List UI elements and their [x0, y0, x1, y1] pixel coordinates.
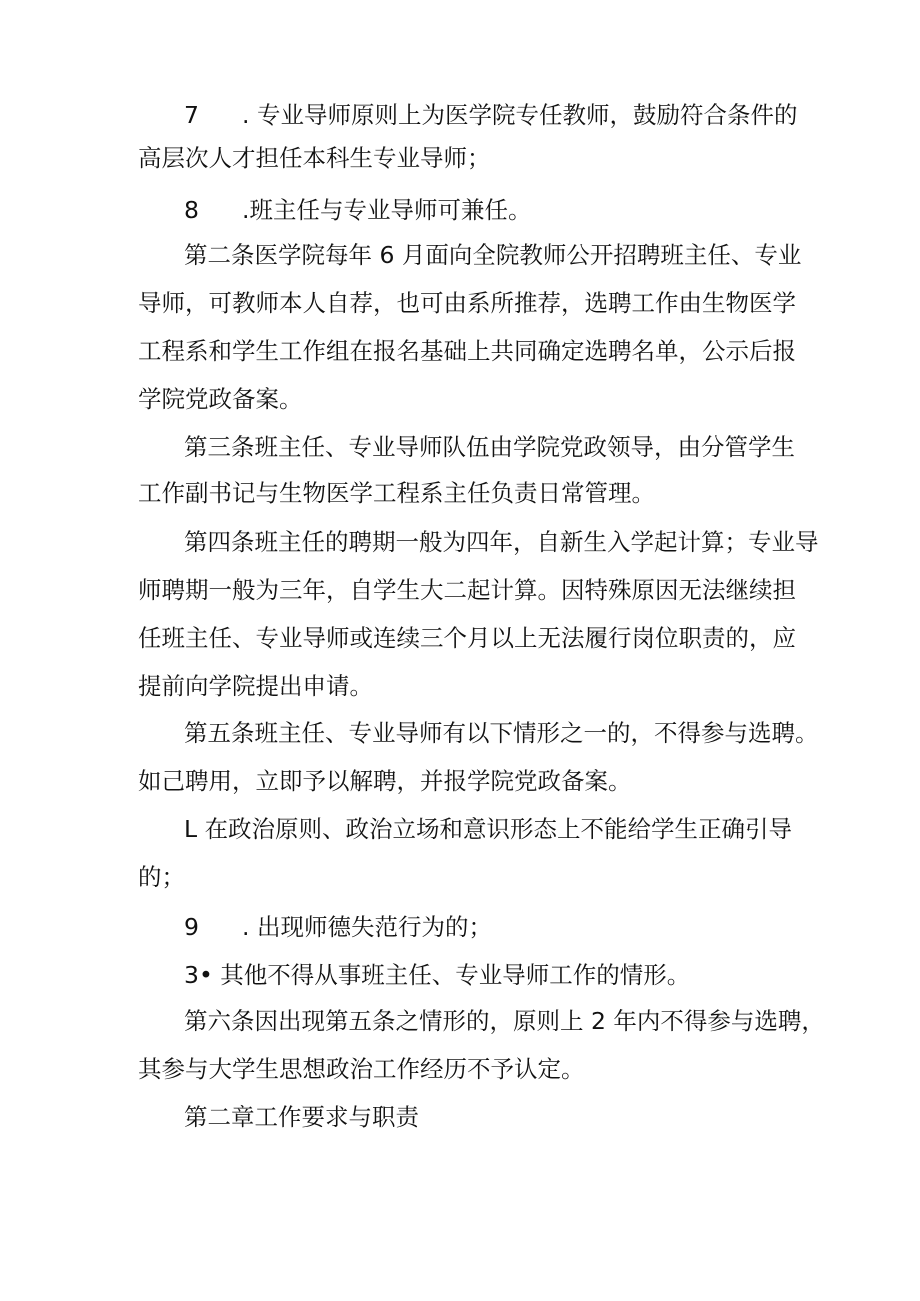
- line-text: 师聘期一般为三年，自学生大二起计算。因特殊原因无法继续担: [138, 576, 796, 604]
- line-text: 的；: [138, 863, 185, 891]
- item-number: 7: [184, 101, 199, 129]
- line-text: 其参与大学生思想政治工作经历不予认定。: [138, 1055, 585, 1083]
- line-text: 导师，可教师本人自荐，也可由系所推荐，选聘工作由生物医学: [138, 289, 796, 317]
- paragraph-line: [184, 240, 801, 270]
- line-text: 任班主任、专业导师或连续三个月以上无法履行岗位职责的，应: [138, 624, 796, 652]
- paragraph-line: [184, 527, 819, 557]
- paragraph-line: [138, 623, 796, 653]
- line-text: .班主任与专业导师可兼任。: [242, 196, 532, 224]
- line-text: 第五条班主任、专业导师有以下情形之一的，不得参与选聘。: [184, 719, 819, 747]
- paragraph-line: [138, 1054, 585, 1084]
- paragraph-line: [184, 1006, 825, 1036]
- line-text: 第六条因出现第五条之情形的，原则上 2 年内不得参与选聘，: [184, 1007, 825, 1035]
- line-text: 提前向学院提出申请。: [138, 672, 373, 700]
- paragraph-line: [184, 814, 792, 844]
- paragraph-line: [138, 384, 303, 414]
- line-text: 第三条班主任、专业导师队伍由学院党政领导，由分管学生: [184, 433, 795, 461]
- line-text: 第二条医学院每年 6 月面向全院教师公开招聘班主任、专业: [184, 241, 802, 269]
- paragraph-line: [138, 671, 373, 701]
- line-text: 工作副书记与生物医学工程系主任负责日常管理。: [138, 479, 655, 507]
- line-text: 工程系和学生工作组在报名基础上共同确定选聘名单，公示后报: [138, 337, 796, 365]
- paragraph-line: [138, 862, 185, 892]
- line-text: . 出现师德失范行为的；: [242, 913, 492, 941]
- paragraph-line: [184, 912, 492, 942]
- line-text: 如己聘用，立即予以解聘，并报学院党政备案。: [138, 767, 632, 795]
- section-heading: [184, 1102, 419, 1132]
- paragraph-line: [138, 575, 796, 605]
- paragraph-line: [184, 718, 819, 748]
- line-text: L 在政治原则、政治立场和意识形态上不能给学生正确引导: [184, 815, 793, 843]
- paragraph-line: [138, 143, 491, 173]
- line-text: 高层次人才担任本科生专业导师；: [138, 144, 491, 172]
- item-number: 8: [184, 196, 199, 224]
- line-text: 第四条班主任的聘期一般为四年，自新生入学起计算；专业导: [184, 528, 819, 556]
- paragraph-line: [138, 766, 632, 796]
- paragraph-line: [184, 432, 795, 462]
- line-text: 3• 其他不得从事班主任、专业导师工作的情形。: [184, 961, 691, 989]
- paragraph-line: [184, 960, 690, 990]
- line-text: . 专业导师原则上为医学院专任教师，鼓励符合条件的: [242, 101, 798, 129]
- line-text: 第二章工作要求与职责: [184, 1103, 419, 1131]
- paragraph-line: [138, 288, 796, 318]
- paragraph-line: [184, 100, 797, 130]
- paragraph-line: [184, 195, 531, 225]
- item-number: 9: [184, 913, 199, 941]
- paragraph-line: [138, 336, 796, 366]
- paragraph-line: [138, 478, 655, 508]
- line-text: 学院党政备案。: [138, 385, 303, 413]
